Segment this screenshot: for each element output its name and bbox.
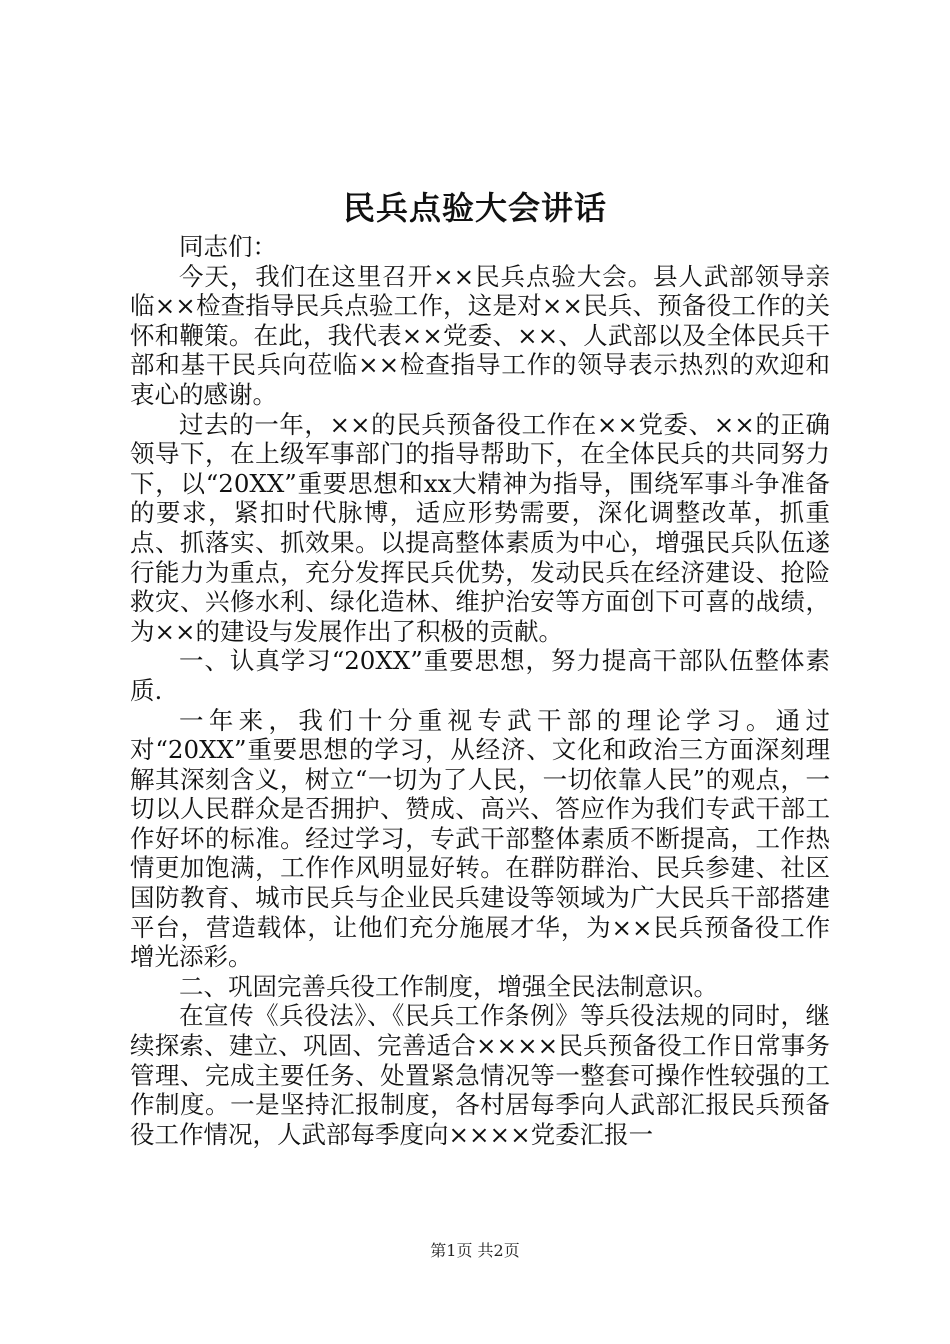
section-heading-2: 二、巩固完善兵役工作制度，增强全民法制意识。 [179, 971, 718, 1001]
paragraph-intro: 今天，我们在这里召开××民兵点验大会。县人武部领导亲临××检查指导民兵点验工作，这是对××民兵、预备役工作的关怀和鞭策。在此，我代表××党委、××、人武部以及全体民兵干部和基干民兵向莅临××检查指导工作的领导表示热烈的欢迎和衷心的感谢。 [130, 261, 830, 409]
paragraph-section-1: 一年来，我们十分重视专武干部的理论学习。通过对“20XX”重要思想的学习，从经济、文化和政治三方面深刻理解其深刻含义，树立“一切为了人民，一切依靠人民”的观点，一切以人民群众是否拥护、赞成、高兴、答应作为我们专武干部工作好坏的标准。经过学习，专武干部整体素质不断提高，工作热情更加饱满，工作作风明显好转。在群防群治、民兵参建、社区国防教育、城市民兵与企业民兵建设等领域为广大民兵干部搭建平台，营造载体，让他们充分施展才华，为××民兵预备役工作增光添彩。 [130, 705, 830, 972]
document-title: 民兵点验大会讲话 [342, 189, 607, 227]
paragraph-section-2: 在宣传《兵役法》、《民兵工作条例》等兵役法规的同时，继续探索、建立、巩固、完善适合××××民兵预备役工作日常事务管理、完成主要任务、处置紧急情况等一整套可操作性较强的工作制度。一是坚持汇报制度，各村居每季向人武部汇报民兵预备役工作情况，人武部每季度向××××党委汇报一 [130, 1001, 830, 1149]
document-body [130, 232, 830, 1149]
paragraph-salutation: 同志们： [179, 232, 277, 261]
page-footer: 第1页 共2页 [430, 1241, 520, 1260]
section-heading-1: 一、认真学习“20XX”重要思想，努力提高干部队伍整体素质. [130, 646, 830, 705]
paragraph-review: 过去的一年，××的民兵预备役工作在××党委、××的正确领导下，在上级军事部门的指导帮助下，在全体民兵的共同努力下，以“20XX”重要思想和xx大精神为指导，围绕军事斗争准备的要求，紧扣时代脉博，适应形势需要，深化调整改革，抓重点、抓落实、抓效果。以提高整体素质为中心，增强民兵队伍遂行能力为重点，充分发挥民兵优势，发动民兵在经济建设、抢险救灾、兴修水利、绿化造林、维护治安等方面创下可喜的战绩，为××的建设与发展作出了积极的贡献。 [130, 409, 830, 646]
